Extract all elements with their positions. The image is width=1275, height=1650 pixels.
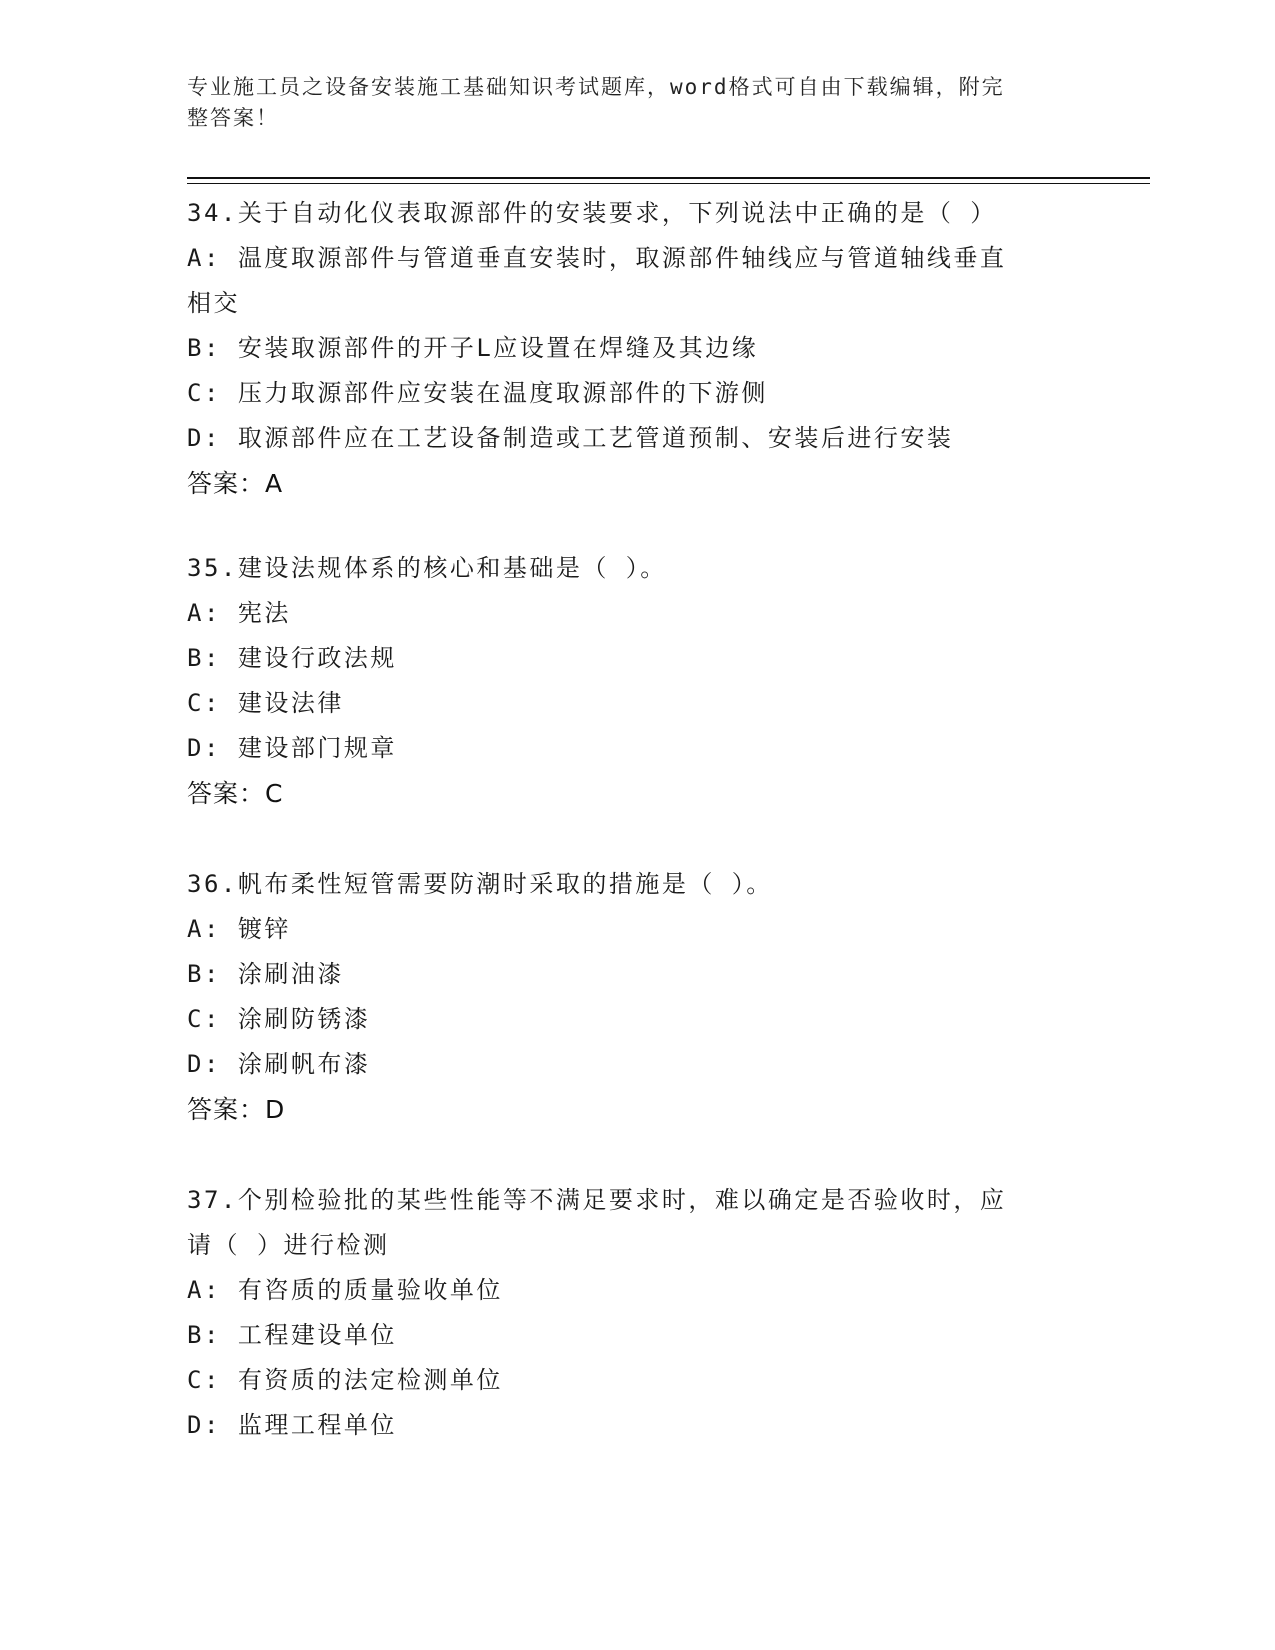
question-stem: 36.帆布柔性短管需要防潮时采取的措施是（ ）。: [187, 870, 773, 898]
option-c: C: 压力取源部件应安装在温度取源部件的下游侧: [187, 379, 768, 407]
question-35: [187, 546, 1087, 816]
document-header: [187, 72, 1067, 134]
header-divider-thick: [187, 177, 1150, 179]
option-a-continued: 相交: [187, 289, 240, 317]
option-d: D: 涂刷帆布漆: [187, 1050, 371, 1078]
answer-line: 答案：A: [187, 469, 284, 498]
option-a: A: 温度取源部件与管道垂直安装时，取源部件轴线应与管道轴线垂直: [187, 244, 1007, 272]
question-stem: 34.关于自动化仪表取源部件的安装要求，下列说法中正确的是（ ）: [187, 199, 997, 227]
question-36: [187, 862, 1087, 1132]
option-d: D: 建设部门规章: [187, 734, 397, 762]
option-a: A: 宪法: [187, 599, 291, 627]
answer-line: 答案：C: [187, 779, 284, 808]
question-stem: 37.个别检验批的某些性能等不满足要求时，难以确定是否验收时，应: [187, 1186, 1007, 1214]
question-stem: 35.建设法规体系的核心和基础是（ ）。: [187, 554, 667, 582]
header-divider-thin: [187, 183, 1150, 184]
question-37: [187, 1178, 1087, 1448]
option-b: B: 涂刷油漆: [187, 960, 344, 988]
answer-line: 答案：D: [187, 1095, 286, 1124]
option-d: D: 监理工程单位: [187, 1411, 397, 1439]
header-line-2: 整答案！: [187, 106, 279, 130]
question-stem-continued: 请（ ）进行检测: [187, 1231, 390, 1259]
option-b: B: 安装取源部件的开子L应设置在焊缝及其边缘: [187, 334, 759, 362]
option-b: B: 工程建设单位: [187, 1321, 397, 1349]
option-c: C: 建设法律: [187, 689, 344, 717]
option-d: D: 取源部件应在工艺设备制造或工艺管道预制、安装后进行安装: [187, 424, 954, 452]
question-34: [187, 191, 1087, 506]
option-a: A: 有咨质的质量验收单位: [187, 1276, 503, 1304]
option-c: C: 有资质的法定检测单位: [187, 1366, 503, 1394]
header-line-1: 专业施工员之设备安装施工基础知识考试题库，word格式可自由下载编辑，附完: [187, 75, 1005, 99]
option-a: A: 镀锌: [187, 915, 291, 943]
option-b: B: 建设行政法规: [187, 644, 397, 672]
option-c: C: 涂刷防锈漆: [187, 1005, 371, 1033]
